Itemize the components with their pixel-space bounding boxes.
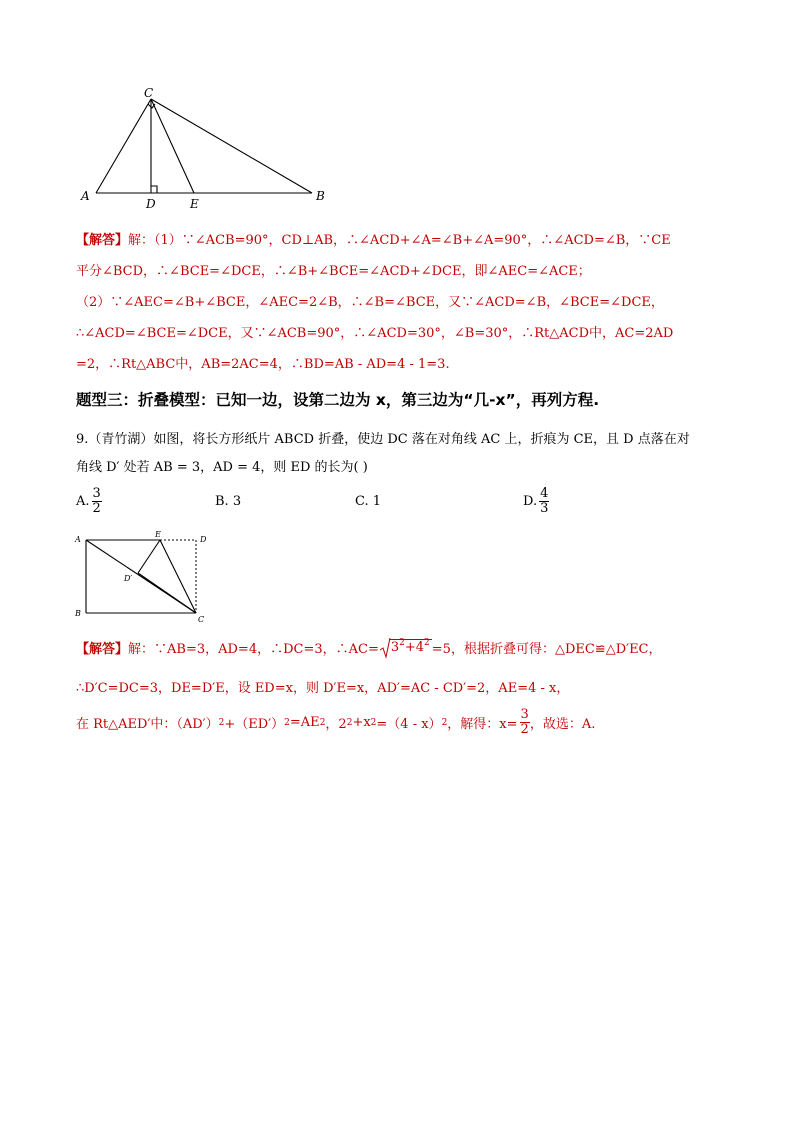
- question9-line2: 角线 D′ 处若 AB = 3，AD = 4，则 ED 的长为( ): [76, 460, 368, 475]
- solution2-line1: [76, 638, 662, 657]
- option-D-prefix: D.: [523, 494, 538, 509]
- sqrt-term-a: 3: [390, 640, 400, 655]
- solution2-text1-post: =5，根据折叠可得：△DEC≌△D′EC，: [431, 642, 662, 657]
- rectangle-figure-2: [72, 530, 222, 625]
- label-A2: A: [75, 535, 81, 544]
- s2l3-g: ，解得：x=: [447, 717, 518, 732]
- s2l3-c: =AE: [289, 715, 320, 730]
- section-heading: 题型三：折叠模型：已知一边，设第二边为 x，第三边为“几-x”，再列方程.: [76, 391, 600, 409]
- answer-numerator: 3: [520, 707, 529, 722]
- s2l3-f: =（4 - x）: [376, 717, 442, 732]
- option-C-label: C. 1: [355, 494, 382, 509]
- solution2-line3: 在 Rt△AED′中：（AD′） 2 +（ED′） 2 =AE 2 ，2 2 +x 2 =（4 - x） 2 ，解得：x= $\frac{3}{2}$ ，故选：A.: [76, 707, 596, 737]
- answer-denominator: 2: [520, 722, 529, 737]
- option-A-denominator: 2: [92, 501, 101, 516]
- s2l3-post: ，故选：A.: [529, 717, 596, 732]
- option-A-fraction: [92, 487, 102, 516]
- label-D2: D: [200, 535, 207, 544]
- sqrt-expression: [379, 640, 432, 655]
- label-C: C: [144, 86, 154, 100]
- s2l3-b: +（ED′）: [224, 717, 285, 732]
- s2l3-a: 在 Rt△AED′中：（AD′）: [76, 717, 219, 732]
- solution2-line2: ∴D′C=DC=3，DE=D′E，设 ED=x，则 D′E=x，AD′=AC - CD′=2，AE=4 - x，: [76, 681, 570, 696]
- option-A-prefix: A.: [76, 494, 90, 509]
- label-E: E: [190, 197, 199, 211]
- solution1-line1: [76, 229, 671, 248]
- answer-bracket: 【解答】: [76, 233, 129, 248]
- question9-line1: 9.（青竹湖）如图，将长方形纸片 ABCD 折叠，使边 DC 落在对角线 AC 上，折痕为 CE，且 D 点落在对: [76, 432, 690, 447]
- s2l3-d: ，2: [325, 717, 347, 732]
- option-A-numerator: 3: [92, 486, 101, 501]
- solution1-line5: =2，∴Rt△ABC中，AB=2AC=4，∴BD=AB - AD=4 - 1=3.: [76, 357, 450, 372]
- option-D: [523, 487, 549, 516]
- answer-fraction: [520, 708, 530, 737]
- triangle-figure-1: [76, 82, 336, 212]
- option-D-fraction: [539, 487, 549, 516]
- solution1-line2: 平分∠BCD，∴∠BCE=∠DCE，∴∠B+∠BCE=∠ACD+∠DCE，即∠AEC=∠ACE；: [76, 264, 591, 279]
- label-B2: B: [75, 609, 81, 618]
- s2l3-e: +x: [352, 715, 371, 730]
- option-B-label: B. 3: [215, 494, 242, 509]
- label-D: D: [146, 197, 156, 211]
- label-E2: E: [155, 530, 161, 539]
- option-D-numerator: 4: [540, 486, 549, 501]
- solution1-text1: 解：（1）∵∠ACB=90°，CD⊥AB，∴∠ACD+∠A=∠B+∠A=90°，∴∠ACD=∠B，∵CE: [128, 233, 671, 248]
- label-A: A: [81, 189, 90, 203]
- sup-b: 2: [424, 638, 430, 648]
- option-D-denominator: 3: [540, 501, 549, 516]
- solution1-line3: （2）∵∠AEC=∠B+∠BCE，∠AEC=2∠B，∴∠B=∠BCE，又∵∠ACD=∠B，∠BCE=∠DCE，: [76, 295, 664, 310]
- label-Dprime: D′: [124, 574, 133, 583]
- answer-bracket-2: 【解答】: [76, 642, 129, 657]
- label-B: B: [316, 189, 325, 203]
- sup-a: 2: [399, 638, 405, 648]
- solution2-text1-pre: 解：∵AB=3，AD=4，∴DC=3，∴AC=: [128, 642, 379, 657]
- option-B: [215, 494, 241, 509]
- solution1-line4: ∴∠ACD=∠BCE=∠DCE，又∵∠ACB=90°，∴∠ACD=30°，∠B=30°，∴Rt△ACD中，AC=2AD: [76, 326, 674, 341]
- option-C: [355, 494, 381, 509]
- sqrt-term-b: +4: [404, 640, 425, 655]
- label-C2: C: [198, 615, 205, 624]
- option-A: [76, 487, 102, 516]
